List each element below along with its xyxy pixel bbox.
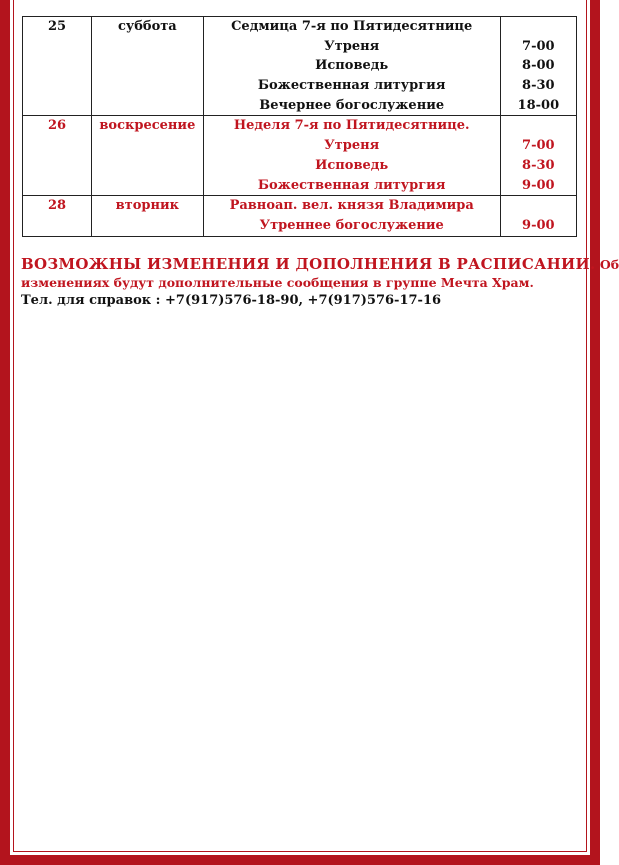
notice-block xyxy=(21,254,619,311)
time-item: 8-30 xyxy=(522,78,555,94)
event-item: Утреннее богослужение xyxy=(259,217,444,233)
weekday-label: воскресение xyxy=(99,118,196,134)
weekday-cell xyxy=(92,116,204,196)
day-number: 28 xyxy=(47,198,67,214)
time-item xyxy=(501,17,576,37)
time-item: 7-00 xyxy=(522,138,555,154)
event-item: Утреня xyxy=(324,138,380,154)
event-item: Исповедь xyxy=(315,58,389,74)
schedule-row xyxy=(23,196,577,236)
time-item: 8-00 xyxy=(522,58,555,74)
notice-line-1 xyxy=(21,254,619,274)
weekday-cell xyxy=(92,17,204,116)
event-item: Исповедь xyxy=(315,157,389,173)
schedule-row xyxy=(23,116,577,196)
time-item: 9-00 xyxy=(522,177,555,193)
notice-line-2: изменениях будут дополнительные сообщения в группе Мечта Храм. xyxy=(21,275,534,290)
events-cell xyxy=(203,196,500,236)
event-item: Утреня xyxy=(324,38,380,54)
time-item: 9-00 xyxy=(522,217,555,233)
event-item: Седмица 7-я по Пятидесятнице xyxy=(231,19,473,34)
day-cell xyxy=(23,116,92,196)
schedule-row xyxy=(23,17,577,116)
time-item: 18-00 xyxy=(517,97,560,113)
event-item: Неделя 7-я по Пятидесятнице. xyxy=(233,118,470,134)
events-cell xyxy=(203,116,500,196)
events-cell xyxy=(203,17,500,116)
time-item xyxy=(501,116,576,136)
times-cell xyxy=(500,196,576,236)
day-number: 26 xyxy=(47,118,67,134)
weekday-cell xyxy=(92,196,204,236)
notice-headline: ВОЗМОЖНЫ ИЗМЕНЕНИЯ И ДОПОЛНЕНИЯ В РАСПИСАНИИ. xyxy=(21,255,596,273)
event-item: Вечернее богослужение xyxy=(259,97,445,113)
contact-phones: Тел. для справок : +7(917)576-18-90, +7(917)576-17-16 xyxy=(21,293,442,308)
event-item: Божественная литургия xyxy=(257,78,446,94)
time-item: 7-00 xyxy=(522,38,555,54)
time-item xyxy=(501,196,576,216)
weekday-label: суббота xyxy=(117,19,177,34)
event-item: Божественная литургия xyxy=(257,177,446,193)
notice-line1-tail: Об xyxy=(595,257,619,272)
day-cell xyxy=(23,196,92,236)
schedule-table xyxy=(22,16,577,237)
weekday-label: вторник xyxy=(115,198,180,214)
times-cell xyxy=(500,116,576,196)
times-cell xyxy=(500,17,576,116)
day-cell xyxy=(23,17,92,116)
day-number: 25 xyxy=(47,19,67,34)
event-item: Равноап. вел. князя Владимира xyxy=(229,198,474,214)
time-item: 8-30 xyxy=(522,157,555,173)
